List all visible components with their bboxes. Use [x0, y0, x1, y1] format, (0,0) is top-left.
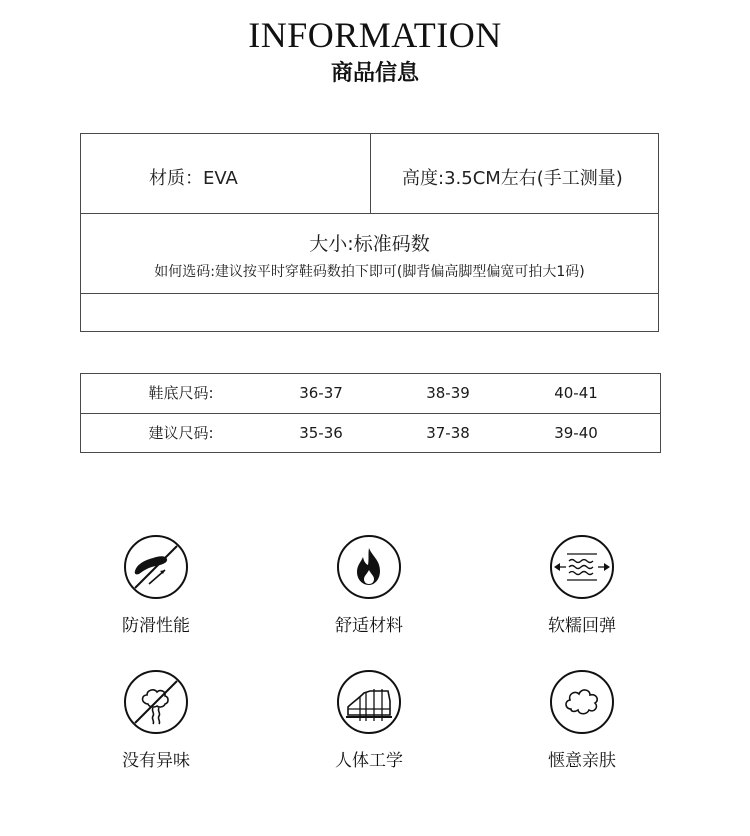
height-cell: 高度:3.5CM左右(手工测量) — [402, 168, 623, 189]
size-value: 37-38 — [426, 424, 470, 442]
feature-label: 防滑性能 — [122, 616, 190, 636]
feature-comfort-material — [279, 534, 459, 636]
row-label: 鞋底尺码: — [148, 384, 214, 402]
feature-label: 惬意亲肤 — [548, 751, 616, 771]
size-value: 36-37 — [299, 384, 343, 402]
info-row-size — [81, 214, 658, 294]
no-odor-icon — [123, 669, 189, 735]
info-table — [80, 133, 659, 332]
page-title-en: INFORMATION — [248, 15, 502, 55]
table-row — [81, 414, 660, 454]
table-row — [81, 374, 660, 414]
anti-slip-icon — [123, 534, 189, 600]
feature-anti-slip — [66, 534, 246, 636]
flame-icon — [336, 534, 402, 600]
info-row-material-height — [81, 134, 658, 214]
size-value: 39-40 — [554, 424, 598, 442]
feature-label: 舒适材料 — [335, 616, 403, 636]
material-cell: 材质：EVA — [149, 168, 238, 189]
rebound-icon — [549, 534, 615, 600]
ergonomic-icon — [336, 669, 402, 735]
feature-ergonomic — [279, 669, 459, 771]
cell-divider — [370, 134, 371, 213]
size-title: 大小:标准码数 — [309, 233, 430, 255]
feature-label: 没有异味 — [122, 751, 190, 771]
feature-skin-friendly — [492, 669, 672, 771]
feature-label: 软糯回弹 — [548, 616, 616, 636]
page-title-cn: 商品信息 — [330, 61, 419, 86]
row-label: 建议尺码: — [148, 424, 214, 442]
feature-no-odor — [66, 669, 246, 771]
size-table — [80, 373, 661, 453]
feature-rebound — [492, 534, 672, 636]
feature-label: 人体工学 — [335, 751, 403, 771]
size-value: 40-41 — [554, 384, 598, 402]
cotton-icon — [549, 669, 615, 735]
size-value: 35-36 — [299, 424, 343, 442]
size-value: 38-39 — [426, 384, 470, 402]
size-note: 如何选码:建议按平时穿鞋码数拍下即可(脚背偏高脚型偏宽可拍大1码) — [154, 264, 585, 280]
